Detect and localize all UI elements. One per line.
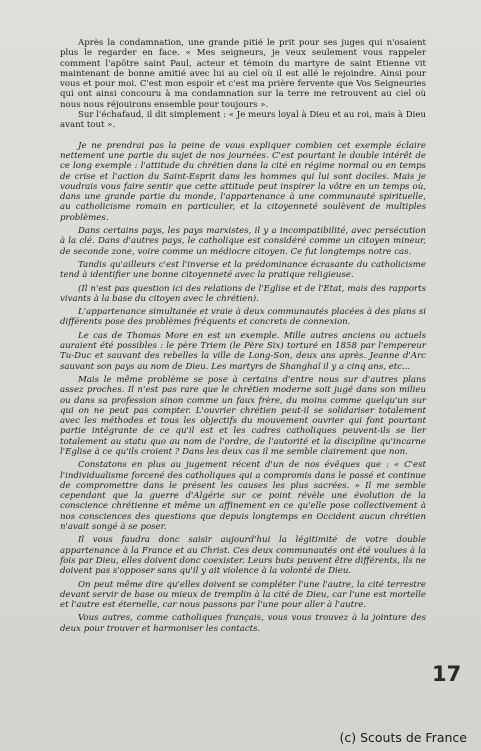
paragraph-parenthese: (Il n'est pas question ici des relations de l'Eglise et de l'Etat, mais des rapports vivants à la base du citoyen avec le chrétien). [60, 283, 426, 304]
paragraph-pays: Dans certains pays, les pays marxistes, il y a incompatibilité, avec persécution à la clé. Dans d'autres pays, le catholique est considéré comme un citoyen mineur, de seconde zone, voire comme un médiocre citoyen. Ce fut longtemps notre cas. [60, 226, 426, 257]
copyright-watermark: (c) Scouts de France [339, 730, 467, 745]
paragraph-ailleurs: Tandis qu'ailleurs c'est l'inverse et la prédominance écrasante du catholicisme tend à identifier une bonne citoyenneté avec la pratique religieuse. [60, 259, 426, 281]
paragraph-probleme: Mais le même problème se pose à certains d'entre nous sur d'autres plans assez proches. Il n'est pas rare que le chrétien moderne soit jugé dans son milieu ou dans sa profession sinon comme un faux frère, du moins comme quelqu'un sur qui on ne peut pas compter. L'ouvrier chrétien peut-il se solidariser totalement avec les méthodes et tous les objectifs du mouvement ouvrier qui font pourtant partie intégrante de ce qu'il est et les cadres catholiques peuvent-ils se lier totalement au statu quo au nom de l'ordre, de l'autorité et la discipline qu'incarne l'Eglise à ce qu'ils croient ? Dans les deux cas il me semble clairement que non. [60, 374, 426, 457]
section-spacer [60, 131, 426, 141]
paragraph-echafaud: Sur l'échafaud, il dit simplement : « Je meurs loyal à Dieu et au roi, mais à Dieu avant tout ». [60, 110, 426, 131]
paragraph-condamnation: Après la condamnation, une grande pitié le prit pour ses juges qui n'osaient plus le regarder en face. « Mes seigneurs, je veux seulement vous rappeler comment l'apôtre saint Paul, acteur et témoin du martyre de saint Etienne vit maintenant de bonne amitié avec lui au ciel où il est allé le rejoindre. Ainsi pour vous et pour moi. C'est mon espoir et c'est ma prière fervente que Vos Seigneuries qui ont ainsi concouru à ma condamnation sur la terre me retrouvent au ciel où nous nous réjouirons ensemble pour toujours ». [60, 38, 426, 110]
paragraph-appartenance: L'appartenance simultanée et vraie à deux communautés placées à des plans si différents pose des problèmes fréquents et concrets de connexion. [60, 307, 426, 328]
paragraph-intro: Je ne prendrai pas la peine de vous expliquer combien cet exemple éclaire nettement une partie du sujet de nos journées. C'est pourtant le double intérêt de ce long exemple : l'attitude du chrétien dans la cité en régime normal ou en temps de crise et l'action du Saint-Esprit dans les hommes qui lui sont dociles. Mais je voudrais vous faire sentir que cette attitude peut inspirer la vôtre en un temps où, dans une grande partie du monde, l'appartenance à une communauté spirituelle, au catholicisme romain en particulier, et la citoyenneté soulèvent de multiples problèmes. [60, 140, 426, 223]
paragraph-completer: On peut même dire qu'elles doivent se compléter l'une l'autre, la cité terrestre devant servir de base ou mieux de tremplin à la cité de Dieu, car l'une est mortelle et l'autre est éternelle, car nous passons par l'une pour aller à l'autre. [60, 579, 426, 611]
paragraph-legitimite: Il vous faudra donc saisir aujourd'hui la légitimité de votre double appartenance à la France et au Christ. Ces deux communautés ont été voulues à la fois par Dieu, elles doivent donc coexister. Leurs buts peuvent être différents, ils ne doivent pas s'opposer sans qu'il y ait violence à la volonté de Dieu. [60, 535, 426, 577]
paragraph-jointure: Vous autres, comme catholiques français, vous vous trouvez à la jointure des deux pour trouver et harmoniser les contacts. [60, 613, 426, 634]
text-column [60, 38, 426, 634]
page-number: 17 [432, 662, 462, 686]
paragraph-constatons: Constatons en plus au jugement récent d'un de nos évêques que : « C'est l'individualisme forcené des catholiques qui a compromis dans le passé et continue de compromettre dans le présent les causes les plus sacrées. » Il me semble cependant que la guerre d'Algérie sur ce point révèle une évolution de la conscience chrétienne et même un affinement en ce qu'elle pose collectivement à nos consciences des questions que depuis longtemps en Occident aucun chrétien n'avait songé à se poser. [60, 460, 426, 533]
paragraph-thomas-more: Le cas de Thomas More en est un exemple. Mille autres anciens ou actuels auraient été possibles : le père Triem (le Père Six) torturé en 1858 par l'empereur Tu-Duc et sauvant des rebelles la ville de Long-Son, deux ans après. Jeanne d'Arc sauvant son pays au nom de Dieu. Les martyrs de Shanghaï il y a cinq ans, etc... [60, 330, 426, 372]
